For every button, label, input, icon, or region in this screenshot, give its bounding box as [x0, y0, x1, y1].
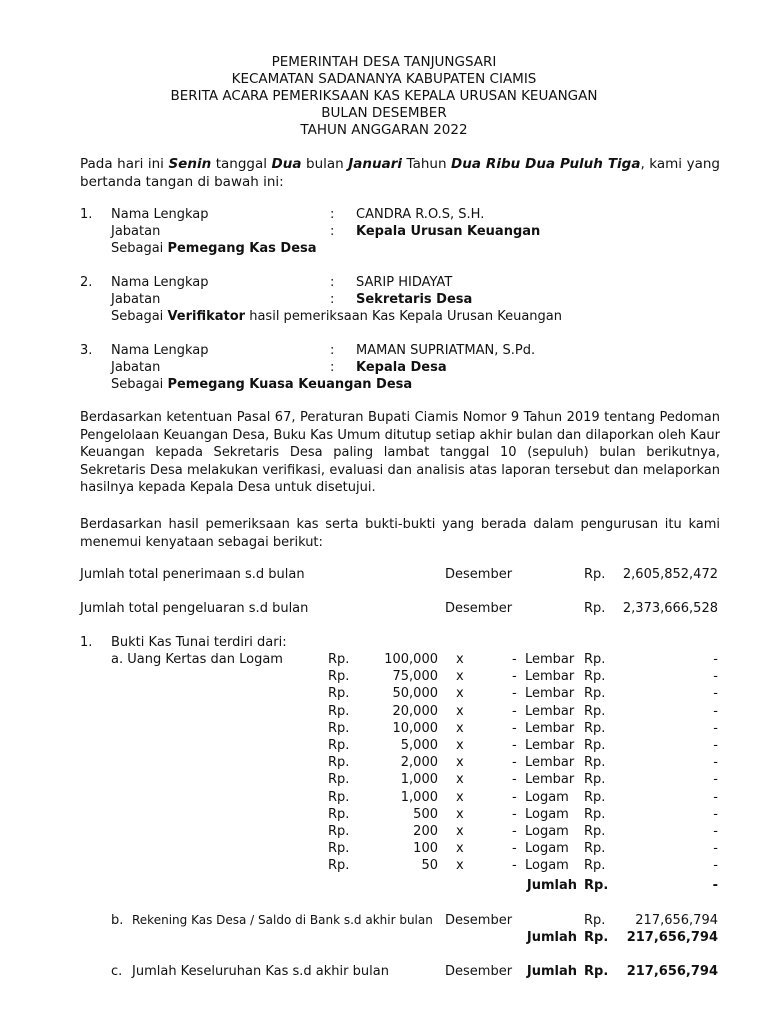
colon: : — [330, 207, 335, 222]
row-total: - — [713, 789, 718, 805]
person-role: Sebagai Pemegang Kas Desa — [111, 241, 317, 256]
row-total-currency: Rp. — [584, 738, 606, 753]
colon: : — [330, 275, 335, 290]
row-multiply: x — [456, 841, 464, 857]
header-line-3: BERITA ACARA PEMERIKSAAN KAS KEPALA URUSAN KEUANGAN — [170, 88, 598, 104]
bank-sum-total: 217,656,794 — [626, 930, 718, 945]
row-denomination: 1,000 — [400, 789, 438, 805]
total-currency: Rp. — [584, 567, 606, 582]
row-total-currency: Rp. — [584, 841, 606, 857]
header-line-2: KECAMATAN SADANANYA KABUPATEN CIAMIS — [231, 71, 537, 87]
row-denomination: 10,000 — [392, 720, 438, 736]
row-unit: Logam — [525, 841, 569, 857]
person-number: 1. — [80, 207, 93, 222]
person-name: CANDRA R.O.S, S.H. — [356, 207, 485, 222]
bank-currency: Rp. — [584, 913, 606, 928]
row-unit: Lembar — [525, 772, 575, 788]
row-currency: Rp. — [328, 789, 350, 805]
row-multiply: x — [456, 824, 464, 839]
overall-sum-label: Jumlah — [526, 964, 577, 979]
row-quantity: - — [512, 686, 517, 702]
row-total: - — [713, 720, 718, 736]
row-currency: Rp. — [328, 720, 350, 736]
person-name: MAMAN SUPRIATMAN, S.Pd. — [356, 343, 536, 358]
row-total: - — [713, 841, 718, 857]
person-position: Kepala Desa — [356, 360, 447, 375]
cash-sum-label: Jumlah — [526, 878, 577, 893]
row-denomination: 500 — [413, 806, 438, 822]
row-denomination: 5,000 — [400, 738, 438, 753]
name-label: Nama Lengkap — [111, 275, 209, 290]
name-label: Nama Lengkap — [111, 343, 209, 358]
row-total-currency: Rp. — [584, 652, 606, 667]
row-multiply: x — [456, 789, 464, 805]
colon: : — [330, 360, 335, 375]
row-denomination: 1,000 — [400, 772, 438, 788]
person-position: Sekretaris Desa — [356, 292, 473, 307]
position-label: Jabatan — [111, 224, 161, 239]
position-label: Jabatan — [111, 360, 161, 375]
row-quantity: - — [512, 789, 517, 805]
total-month: Desember — [445, 601, 513, 616]
cash-sum-total: - — [712, 878, 718, 893]
row-unit: Lembar — [525, 755, 575, 771]
row-currency: Rp. — [328, 858, 350, 874]
header-line-4: BULAN DESEMBER — [321, 105, 447, 121]
overall-label: Jumlah Keseluruhan Kas s.d akhir bulan — [132, 964, 389, 979]
row-quantity: - — [512, 720, 517, 736]
row-total-currency: Rp. — [584, 720, 606, 736]
row-total-currency: Rp. — [584, 703, 606, 719]
row-total: - — [713, 772, 718, 788]
row-quantity: - — [512, 652, 517, 667]
row-currency: Rp. — [328, 806, 350, 822]
bank-month: Desember — [445, 913, 513, 928]
total-label: Jumlah total pengeluaran s.d bulan — [80, 601, 309, 616]
total-month: Desember — [445, 567, 513, 582]
row-quantity: - — [512, 858, 517, 874]
row-total-currency: Rp. — [584, 755, 606, 771]
bank-label: Rekening Kas Desa / Saldo di Bank s.d akhir bulan — [132, 913, 433, 927]
row-total-currency: Rp. — [584, 789, 606, 805]
row-total-currency: Rp. — [584, 858, 606, 874]
bank-letter: b. — [111, 913, 124, 928]
row-multiply: x — [456, 806, 464, 822]
colon: : — [330, 224, 335, 239]
row-total-currency: Rp. — [584, 824, 606, 839]
row-currency: Rp. — [328, 669, 350, 685]
row-total: - — [713, 858, 718, 874]
header-line-1: PEMERINTAH DESA TANJUNGSARI — [271, 54, 497, 70]
person-role: Sebagai Verifikator hasil pemeriksaan Kas Kepala Urusan Keuangan — [111, 309, 562, 324]
row-denomination: 200 — [413, 824, 438, 839]
row-multiply: x — [456, 755, 464, 771]
row-unit: Lembar — [525, 686, 575, 702]
cash-section-number: 1. — [80, 635, 93, 650]
overall-sum-currency: Rp. — [584, 964, 609, 979]
row-quantity: - — [512, 841, 517, 857]
row-currency: Rp. — [328, 686, 350, 702]
total-currency: Rp. — [584, 601, 606, 616]
row-unit: Lembar — [525, 720, 575, 736]
bank-amount: 217,656,794 — [635, 913, 718, 928]
row-denomination: 100 — [413, 841, 438, 857]
row-quantity: - — [512, 772, 517, 788]
row-total-currency: Rp. — [584, 806, 606, 822]
row-currency: Rp. — [328, 772, 350, 788]
total-label: Jumlah total penerimaan s.d bulan — [80, 567, 305, 582]
row-multiply: x — [456, 703, 464, 719]
intro-day: Senin — [168, 156, 212, 172]
row-denomination: 50 — [421, 858, 438, 874]
row-multiply: x — [456, 669, 464, 685]
row-quantity: - — [512, 824, 517, 839]
row-denomination: 50,000 — [392, 686, 438, 702]
cash-section-title: Bukti Kas Tunai terdiri dari: — [111, 635, 287, 650]
row-multiply: x — [456, 858, 464, 874]
row-unit: Lembar — [525, 703, 575, 719]
row-unit: Logam — [525, 789, 569, 805]
person-role: Sebagai Pemegang Kuasa Keuangan Desa — [111, 377, 413, 392]
row-total: - — [713, 652, 718, 667]
row-currency: Rp. — [328, 703, 350, 719]
colon: : — [330, 292, 335, 307]
intro-date: Dua — [271, 156, 302, 172]
intro-month: Januari — [348, 156, 403, 172]
row-unit: Logam — [525, 806, 569, 822]
row-unit: Lembar — [525, 652, 575, 667]
colon: : — [330, 343, 335, 358]
row-multiply: x — [456, 738, 464, 753]
row-currency: Rp. — [328, 841, 350, 857]
row-currency: Rp. — [328, 824, 350, 839]
row-total: - — [713, 755, 718, 771]
cash-sum-currency: Rp. — [584, 878, 609, 893]
row-total: - — [713, 669, 718, 685]
row-total: - — [713, 824, 718, 839]
row-denomination: 20,000 — [392, 703, 438, 719]
intro-paragraph: Pada hari ini Senin tanggal Dua bulan Januari Tahun Dua Ribu Dua Puluh Tiga, kami yang bertanda tangan di bawah ini: — [80, 156, 720, 190]
row-multiply: x — [456, 772, 464, 788]
person-position: Kepala Urusan Keuangan — [356, 224, 541, 239]
row-quantity: - — [512, 755, 517, 771]
total-amount: 2,373,666,528 — [622, 601, 718, 616]
row-quantity: - — [512, 806, 517, 822]
person-number: 2. — [80, 275, 93, 290]
row-quantity: - — [512, 738, 517, 753]
row-total-currency: Rp. — [584, 686, 606, 702]
row-total: - — [713, 738, 718, 753]
row-total-currency: Rp. — [584, 772, 606, 788]
overall-sum-total: 217,656,794 — [626, 964, 718, 979]
person-number: 3. — [80, 343, 93, 358]
row-multiply: x — [456, 720, 464, 736]
cash-subsection-a: a. Uang Kertas dan Logam — [111, 652, 283, 667]
regulation-paragraph: Berdasarkan ketentuan Pasal 67, Peraturan Bupati Ciamis Nomor 9 Tahun 2019 tentang Pedoman Pengelolaan Keuangan Desa, Buku Kas Umum ditutup setiap akhir bulan dan dilaporkan oleh Kaur Keuangan kepada Sekretaris Desa paling lambat tanggal 10 (sepuluh) bulan berikutnya, Sekretaris Desa melakukan verifikasi, evaluasi dan analisis atas laporan tersebut dan melaporkan hasilnya kepada Kepala Desa untuk disetujui. — [80, 410, 720, 495]
row-denomination: 2,000 — [400, 755, 438, 771]
person-name: SARIP HIDAYAT — [356, 275, 453, 290]
name-label: Nama Lengkap — [111, 207, 209, 222]
row-unit: Lembar — [525, 669, 575, 685]
total-amount: 2,605,852,472 — [622, 567, 718, 582]
intro-year: Dua Ribu Dua Puluh Tiga — [451, 156, 641, 172]
row-quantity: - — [512, 669, 517, 685]
position-label: Jabatan — [111, 292, 161, 307]
row-denomination: 100,000 — [384, 652, 438, 667]
row-total-currency: Rp. — [584, 669, 606, 685]
row-total: - — [713, 703, 718, 719]
row-currency: Rp. — [328, 652, 350, 667]
bank-sum-currency: Rp. — [584, 930, 609, 945]
row-quantity: - — [512, 703, 517, 719]
row-total: - — [713, 806, 718, 822]
overall-month: Desember — [445, 964, 513, 979]
row-multiply: x — [456, 652, 464, 667]
row-unit: Lembar — [525, 738, 575, 753]
row-unit: Logam — [525, 824, 569, 839]
row-denomination: 75,000 — [392, 669, 438, 685]
header-line-5: TAHUN ANGGARAN 2022 — [300, 122, 468, 138]
row-currency: Rp. — [328, 738, 350, 753]
row-currency: Rp. — [328, 755, 350, 771]
row-total: - — [713, 686, 718, 702]
bank-sum-label: Jumlah — [526, 930, 577, 945]
row-unit: Logam — [525, 858, 569, 874]
row-multiply: x — [456, 686, 464, 702]
overall-letter: c. — [111, 964, 123, 979]
findings-paragraph: Berdasarkan hasil pemeriksaan kas serta bukti-bukti yang berada dalam pengurusan itu kami menemui kenyataan sebagai berikut: — [80, 517, 720, 550]
